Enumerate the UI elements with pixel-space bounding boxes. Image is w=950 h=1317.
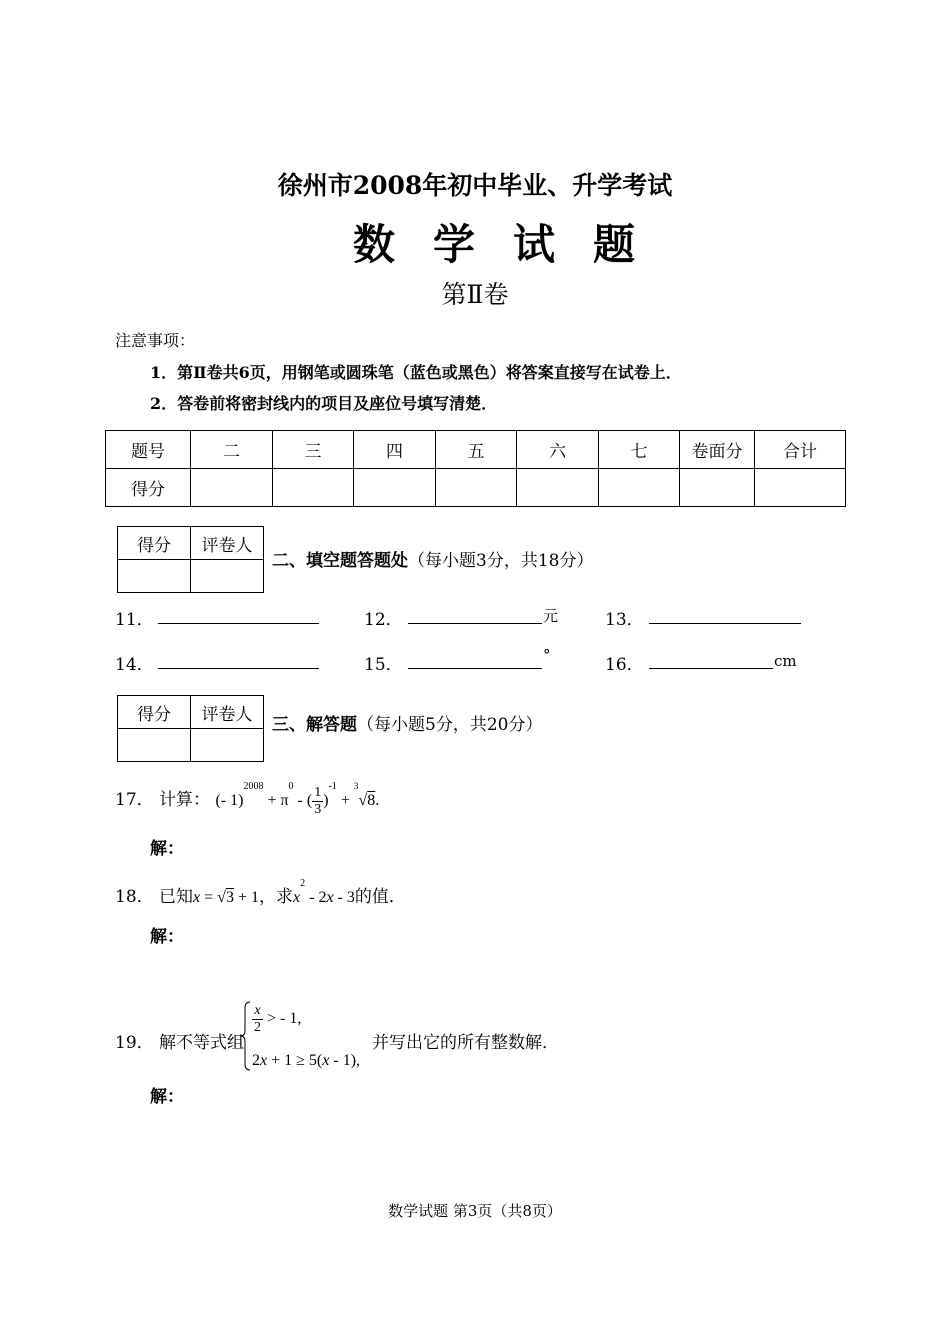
blank-unit: cm xyxy=(774,652,797,670)
blank-answer-line[interactable] xyxy=(158,605,319,624)
section3-title: 三、解答题 xyxy=(272,715,357,735)
grader-score-cell[interactable] xyxy=(118,560,191,593)
score-input-cell[interactable] xyxy=(354,469,436,507)
section2-title: 二、填空题答题处 xyxy=(272,551,408,571)
blank-unit: ° xyxy=(543,646,551,664)
section3-note: （每小题5分，共20分） xyxy=(357,715,543,735)
grader-box-header: 得分 xyxy=(118,527,191,560)
question-mid: ，求 xyxy=(259,887,293,907)
math-expression: x = √3 + 1 xyxy=(193,889,259,906)
score-cell: 六 xyxy=(517,431,599,469)
notes-heading: 注意事项： xyxy=(115,331,196,350)
score-input-cell[interactable] xyxy=(755,469,846,507)
score-input-cell[interactable] xyxy=(436,469,517,507)
answer-label: 解： xyxy=(150,839,184,859)
grader-score-cell[interactable] xyxy=(118,729,191,762)
score-cell: 题号 xyxy=(106,431,191,469)
score-cell: 合计 xyxy=(755,431,846,469)
blank-unit: 元 xyxy=(543,607,559,625)
question-number: 18． xyxy=(115,887,154,907)
exam-subtitle: 徐州市2008年初中毕业、升学考试 xyxy=(277,171,673,200)
question-number-19 xyxy=(115,1028,244,1053)
note-item-1: 1．第Ⅱ卷共6页，用钢笔或圆珠笔（蓝色或黑色）将答案直接写在试卷上． xyxy=(150,363,682,382)
volume-label: 第Ⅱ卷 xyxy=(441,280,509,309)
question-prefix: 已知 xyxy=(159,887,194,907)
score-input-cell[interactable] xyxy=(517,469,599,507)
score-row-label: 得分 xyxy=(106,469,191,507)
question-suffix: 的值． xyxy=(354,887,406,907)
score-table xyxy=(105,430,846,507)
score-cell: 四 xyxy=(354,431,436,469)
blank-answer-line[interactable] xyxy=(649,605,801,624)
inequality-2: 2x + 1 ≥ 5(x - 1), xyxy=(252,1052,361,1069)
question-prefix: 计算： xyxy=(159,790,211,811)
grader-name-cell[interactable] xyxy=(191,729,264,762)
question-suffix: 并写出它的所有整数解． xyxy=(372,1033,559,1053)
blank-number: 16． xyxy=(605,655,644,675)
blank-number: 11． xyxy=(115,610,154,630)
score-input-cell[interactable] xyxy=(273,469,354,507)
score-table-score-row xyxy=(106,469,846,507)
note-item-2: 2．答卷前将密封线内的项目及座位号填写清楚． xyxy=(150,394,498,413)
score-cell: 五 xyxy=(436,431,517,469)
blank-number: 14． xyxy=(115,655,154,675)
score-input-cell[interactable] xyxy=(599,469,680,507)
blank-number: 15． xyxy=(364,655,403,675)
blank-answer-line[interactable] xyxy=(649,650,773,669)
answer-label: 解： xyxy=(150,1087,184,1107)
question-17 xyxy=(115,781,380,818)
brace-icon xyxy=(240,1000,252,1072)
blank-answer-line[interactable] xyxy=(408,650,542,669)
grader-box-header: 评卷人 xyxy=(191,527,264,560)
score-input-cell[interactable] xyxy=(680,469,755,507)
question-number: 19． xyxy=(115,1033,154,1053)
exam-title: 数学试题 xyxy=(352,220,673,269)
blank-answer-line[interactable] xyxy=(158,650,319,669)
section2-heading xyxy=(272,546,593,571)
blank-number: 12． xyxy=(364,610,403,630)
grader-name-cell[interactable] xyxy=(191,560,264,593)
question-prefix: 解不等式组 xyxy=(159,1033,245,1053)
section2-note: （每小题3分，共18分） xyxy=(408,551,594,571)
inequality-1: $\frac{x}{2}$ > - 1, xyxy=(254,1003,302,1035)
score-cell: 三 xyxy=(273,431,354,469)
question-18 xyxy=(115,878,406,907)
grader-box-header: 评卷人 xyxy=(191,696,264,729)
blank-answer-line[interactable] xyxy=(408,605,542,624)
page-footer: 数学试题 第3页（共8页） xyxy=(388,1202,562,1220)
score-input-cell[interactable] xyxy=(191,469,273,507)
math-expression: $x^2 - 2x - 3$ xyxy=(293,878,355,906)
section2-grader-box xyxy=(117,526,264,593)
question-number: 17． xyxy=(115,790,154,811)
score-cell: 二 xyxy=(191,431,273,469)
math-expression: (- $1)^{2008} + \pi^0$ - ( $\frac{1}{3}$ )$^{-1}$ + $^3$√8. xyxy=(215,781,380,817)
score-table-header-row xyxy=(106,431,846,469)
section3-heading xyxy=(272,710,542,735)
score-cell: 卷面分 xyxy=(680,431,755,469)
score-cell: 七 xyxy=(599,431,680,469)
section3-grader-box xyxy=(117,695,264,762)
blank-number: 13． xyxy=(605,610,644,630)
answer-label: 解： xyxy=(150,927,184,947)
grader-box-header: 得分 xyxy=(118,696,191,729)
